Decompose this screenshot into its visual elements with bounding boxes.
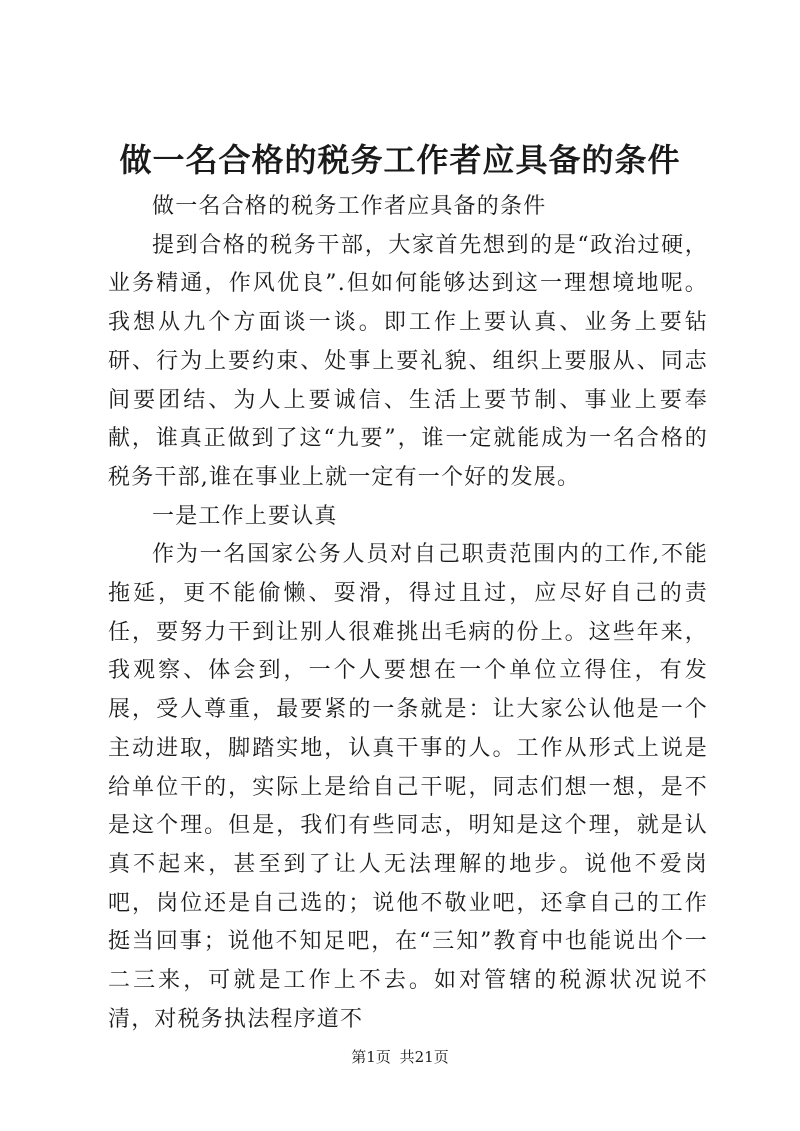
paragraph-intro: 提到合格的税务干部，大家首先想到的是“政治过硬，业务精通，作风优良”.但如何能够达到这一理想境地呢。我想从九个方面谈一谈。即工作上要认真、业务上要钻研、行为上要约束、处事上要礼貌、组织上要服从、同志间要团结、为人上要诚信、生活上要节制、事业上要奉献，谁真正做到了这“九要”，谁一定就能成为一名合格的税务干部,谁在事业上就一定有一个好的发展。 xyxy=(108,232,708,490)
document-title: 做一名合格的税务工作者应具备的条件 xyxy=(119,141,681,179)
paragraph-section-1: 作为一名国家公务人员对自己职责范围内的工作,不能拖延，更不能偷懒、耍滑，得过且过，应尽好自己的责任，要努力干到让别人很难挑出毛病的份上。这些年来，我观察、体会到，一个人要想在一个单位立得住，有发展，受人尊重，最要紧的一条就是：让大家公认他是一个主动进取，脚踏实地，认真干事的人。工作从形式上说是给单位干的，实际上是给自己干呢，同志们想一想，是不是这个理。但是，我们有些同志，明知是这个理，就是认真不起来，甚至到了让人无法理解的地步。说他不爱岗吧，岗位还是自己选的；说他不敬业吧，还拿自己的工作挺当回事；说他不知足吧，在“三知”教育中也能说出个一二三来，可就是工作上不去。如对管辖的税源状况说不清，对税务执法程序道不 xyxy=(108,542,708,1032)
page-footer xyxy=(0,1046,800,1068)
page-total: 共21页 xyxy=(399,1048,449,1066)
paragraph-subtitle: 做一名合格的税务工作者应具备的条件 xyxy=(152,194,547,219)
page-number: 第1页 xyxy=(351,1048,391,1066)
section-heading-1: 一是工作上要认真 xyxy=(152,503,338,529)
document-body xyxy=(108,188,708,1039)
